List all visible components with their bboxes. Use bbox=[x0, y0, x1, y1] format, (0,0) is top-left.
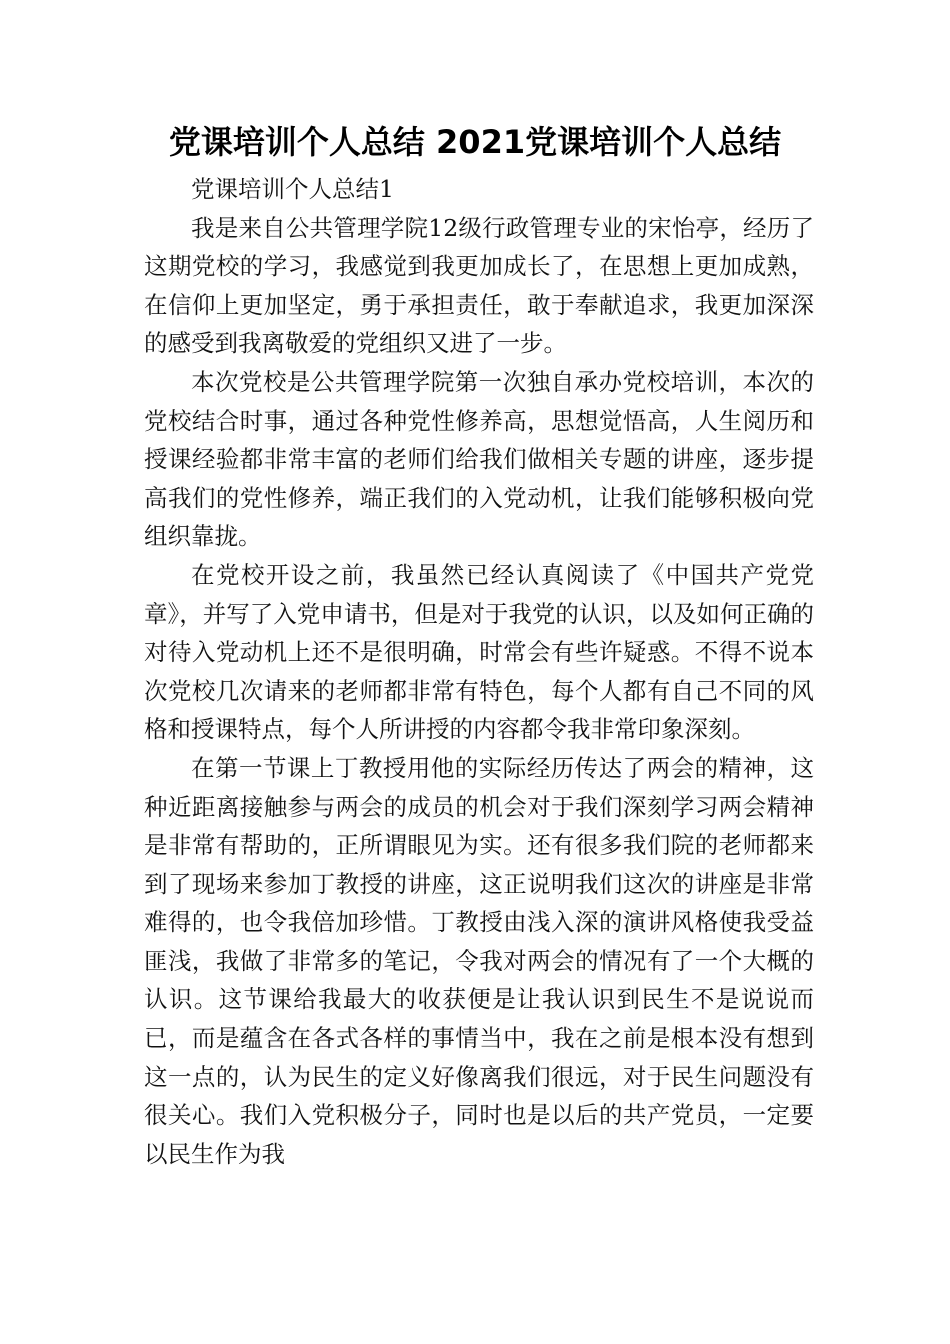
paragraph: 在党校开设之前，我虽然已经认真阅读了《中国共产党党章》，并写了入党申请书，但是对于我党的认识，以及如何正确的对待入党动机上还不是很明确，时常会有些许疑惑。不得不说本次党校几次请来的老师都非常有特色，每个人都有自己不同的风格和授课特点，每个人所讲授的内容都令我非常印象深刻。 bbox=[144, 560, 814, 744]
paragraph-subtitle: 党课培训个人总结1 bbox=[191, 175, 394, 203]
document-title: 党课培训个人总结 2021党课培训个人总结 bbox=[168, 123, 782, 161]
paragraph: 本次党校是公共管理学院第一次独自承办党校培训，本次的党校结合时事，通过各种党性修养高，思想觉悟高，人生阅历和授课经验都非常丰富的老师们给我们做相关专题的讲座，逐步提高我们的党性修养，端正我们的入党动机，让我们能够积极向党组织靠拢。 bbox=[144, 367, 814, 551]
paragraph: 我是来自公共管理学院12级行政管理专业的宋怡亭，经历了这期党校的学习，我感觉到我更加成长了，在思想上更加成熟，在信仰上更加坚定，勇于承担责任，敢于奉献追求，我更加深深的感受到我离敬爱的党组织又进了一步。 bbox=[144, 213, 814, 358]
paragraph: 在第一节课上丁教授用他的实际经历传达了两会的精神，这种近距离接触参与两会的成员的机会对于我们深刻学习两会精神是非常有帮助的，正所谓眼见为实。还有很多我们院的老师都来到了现场来参加丁教授的讲座，这正说明我们这次的讲座是非常难得的，也令我倍加珍惜。丁教授由浅入深的演讲风格使我受益匪浅，我做了非常多的笔记，令我对两会的情况有了一个大概的认识。这节课给我最大的收获便是让我认识到民生不是说说而已，而是蕴含在各式各样的事情当中，我在之前是根本没有想到这一点的，认为民生的定义好像离我们很远，对于民生问题没有很关心。我们入党积极分子，同时也是以后的共产党员，一定要以民生作为我 bbox=[144, 753, 814, 1168]
document-body bbox=[144, 170, 814, 1173]
